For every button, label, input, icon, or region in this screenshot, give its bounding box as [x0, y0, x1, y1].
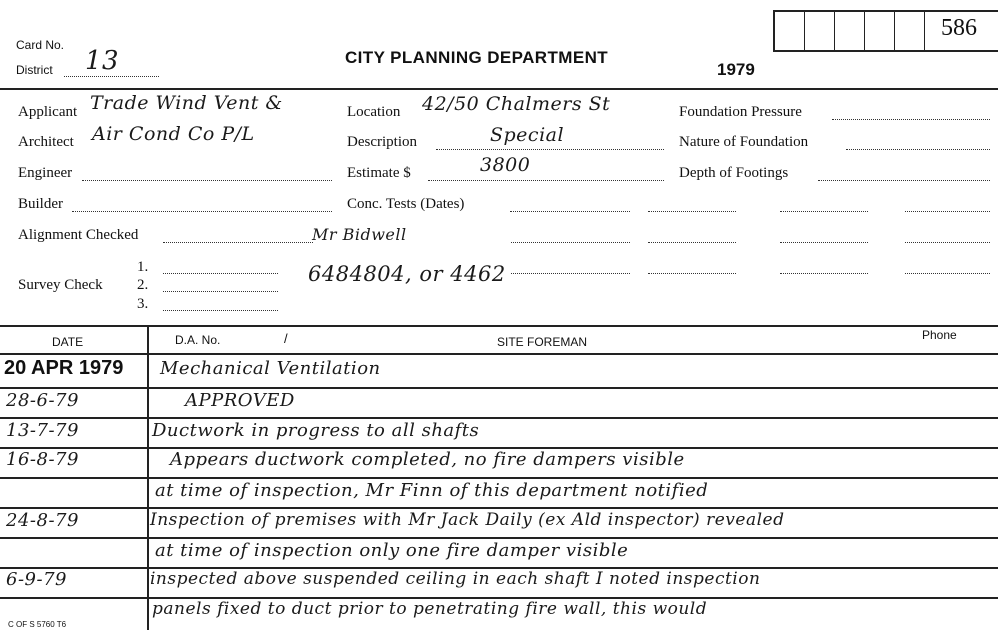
- page-title: CITY PLANNING DEPARTMENT: [345, 48, 609, 67]
- log-date: 6-9-79: [6, 569, 67, 590]
- engineer-label: Engineer: [18, 165, 73, 181]
- architect-label: Architect: [18, 134, 74, 150]
- site-foreman-header: SITE FOREMAN: [497, 335, 588, 349]
- foundation-pressure-label: Foundation Pressure: [679, 104, 802, 120]
- applicant-value: Trade Wind Vent &: [90, 92, 283, 114]
- phone-header: Phone: [922, 328, 957, 342]
- da-slash: /: [284, 331, 288, 346]
- log-entry: Mechanical Ventilation: [160, 358, 381, 379]
- depth-footings-label: Depth of Footings: [679, 165, 789, 181]
- card-no-label: Card No.: [16, 38, 65, 52]
- log-date: 24-8-79: [6, 510, 79, 531]
- location-label: Location: [347, 104, 401, 120]
- location-value: 42/50 Chalmers St: [422, 93, 611, 115]
- survey-numbers: 6484804, or 4462: [308, 262, 506, 286]
- log-date: 20 APR 1979: [4, 357, 124, 379]
- card-number-boxes: [773, 10, 998, 52]
- survey-label: Survey Check: [18, 277, 103, 293]
- log-entry: at time of inspection only one fire damper visible: [155, 540, 629, 561]
- alignment-value: Mr Bidwell: [312, 225, 407, 244]
- description-value: Special: [490, 124, 565, 146]
- log-entry: APPROVED: [185, 390, 295, 411]
- estimate-value: 3800: [480, 154, 531, 176]
- district-label: District: [16, 63, 53, 77]
- survey-3-label: 3.: [137, 296, 149, 312]
- log-entry: Appears ductwork completed, no fire dampers visible: [170, 449, 685, 470]
- log-top-rule: [0, 325, 998, 327]
- log-date: 13-7-79: [6, 420, 79, 441]
- district-value: 13: [85, 46, 120, 76]
- log-entry: at time of inspection, Mr Finn of this department notified: [155, 480, 709, 501]
- log-header-rule: [0, 353, 998, 355]
- builder-label: Builder: [18, 196, 63, 212]
- description-label: Description: [347, 134, 417, 150]
- applicant-label: Applicant: [18, 104, 78, 120]
- log-entry: inspected above suspended ceiling in each shaft I noted inspection: [150, 569, 761, 589]
- alignment-label: Alignment Checked: [18, 227, 139, 243]
- estimate-label: Estimate $: [347, 165, 411, 181]
- survey-1-label: 1.: [137, 259, 149, 275]
- year: 1979: [717, 60, 755, 79]
- log-date: 16-8-79: [6, 449, 79, 470]
- log-entry: Ductwork in progress to all shafts: [152, 420, 480, 441]
- architect-value: Air Cond Co P/L: [92, 123, 255, 145]
- card-number: 586: [941, 15, 977, 41]
- log-entry: Inspection of premises with Mr Jack Daily (ex Ald inspector) revealed: [150, 510, 785, 530]
- district-line: [64, 76, 159, 77]
- log-date: 28-6-79: [6, 390, 79, 411]
- header-divider: [0, 88, 998, 90]
- da-header: D.A. No.: [175, 333, 221, 347]
- date-header: DATE: [52, 335, 84, 349]
- conc-tests-label: Conc. Tests (Dates): [347, 196, 465, 212]
- nature-foundation-label: Nature of Foundation: [679, 134, 809, 150]
- form-code: C OF S 5760 T6: [8, 620, 67, 629]
- log-entry: panels fixed to duct prior to penetrating fire wall, this would: [152, 599, 708, 619]
- survey-2-label: 2.: [137, 277, 149, 293]
